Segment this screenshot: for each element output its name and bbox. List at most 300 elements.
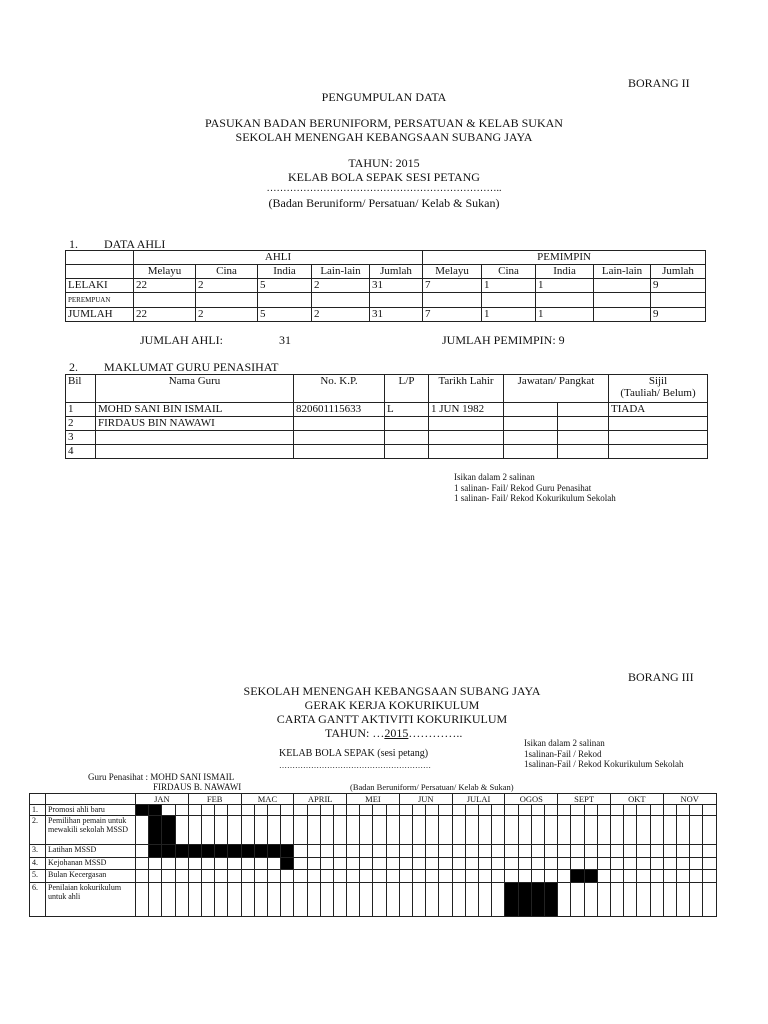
gantt-cell [241,858,254,870]
gantt-cell [676,816,689,845]
gantt-cell [307,816,320,845]
gantt-cell [518,858,531,870]
table-cell [294,445,385,459]
gantt-cell [531,858,544,870]
gantt-bar [149,816,162,845]
gantt-row [30,883,717,917]
gantt-cell [267,858,280,870]
gantt-row [30,816,717,845]
gantt-cell [531,845,544,858]
table-cell [429,417,504,431]
gantt-cell [228,816,241,845]
gantt-cell [386,858,399,870]
gantt-cell [558,883,571,917]
gantt-cell [637,816,650,845]
gantt-bar [281,845,294,858]
gantt-bar [162,845,175,858]
year-value: 2015 [384,726,409,740]
gantt-cell [544,816,557,845]
table-cell: 22 [134,308,196,322]
gantt-cell [690,883,703,917]
gantt-cell [492,870,505,883]
gantt-cell [479,816,492,845]
gantt-cell [399,870,412,883]
page2-club-hint: (Badan Beruniform/ Persatuan/ Kelab & Sukan) [350,782,514,792]
gantt-cell [307,883,320,917]
gantt-cell [149,858,162,870]
gantt-cell [426,870,439,883]
gantt-cell [465,805,478,816]
gantt-cell [201,870,214,883]
table-cell [258,293,312,308]
gantt-cell [558,858,571,870]
gantt-cell [571,816,584,845]
table-cell: 1 [482,308,536,322]
header-sijil [609,375,708,403]
section1-number: 1. [69,237,78,251]
gantt-cell [597,816,610,845]
gantt-cell [426,845,439,858]
note-line: Isikan dalam 2 salinan [524,738,605,748]
gantt-cell [492,805,505,816]
jumlah-pemimpin: JUMLAH PEMIMPIN: 9 [442,333,565,347]
note-line: 1salinan-Fail / Rekod Kokurikulum Sekolah [524,759,684,769]
table-cell: 2 [196,279,258,293]
table-cell: 5 [258,308,312,322]
gantt-cell [426,858,439,870]
gantt-row [30,870,717,883]
table-cell: 2 [196,308,258,322]
gantt-cell [162,805,175,816]
gantt-cell [347,870,360,883]
gantt-cell [228,870,241,883]
gantt-cell [703,816,716,845]
table-cell: 31 [370,279,423,293]
gantt-cell [610,816,623,845]
gantt-cell [465,870,478,883]
gantt-cell [492,845,505,858]
gantt-cell [215,816,228,845]
gantt-month-row [30,794,717,805]
table-cell: MOHD SANI BIN ISMAIL [96,403,294,417]
gantt-cell [465,858,478,870]
gantt-cell [610,805,623,816]
gantt-cell [610,883,623,917]
gantt-bar [136,805,149,816]
gantt-cell [215,805,228,816]
gantt-cell [215,870,228,883]
blank-cell [66,265,134,279]
jumlah-ahli-label: JUMLAH AHLI: [140,333,223,347]
gantt-bar [149,845,162,858]
gantt-row [30,845,717,858]
gantt-cell [637,870,650,883]
gantt-cell [505,845,518,858]
table-cell: 2 [66,417,96,431]
col-header: Cina [196,265,258,279]
gantt-cell [201,816,214,845]
gantt-cell [241,883,254,917]
activity-number: 4. [30,858,46,870]
gantt-cell [136,870,149,883]
table-cell [312,293,370,308]
guru-penasihat-2: FIRDAUS B. NAWAWI [153,782,242,792]
table-cell: 3 [66,431,96,445]
gantt-cell [307,858,320,870]
page2-dots: ………………………………………………… [279,761,431,770]
gantt-cell [241,805,254,816]
gantt-cell [188,816,201,845]
gantt-cell [333,858,346,870]
table-cell [96,445,294,459]
gantt-cell [703,845,716,858]
header-lp: L/P [385,375,429,403]
month-header: MEI [347,794,400,805]
gantt-cell [399,858,412,870]
gantt-cell [267,816,280,845]
gantt-cell [201,805,214,816]
col-header: India [536,265,594,279]
page2-title3: CARTA GANTT AKTIVITI KOKURIKULUM [276,712,508,726]
gantt-cell [333,883,346,917]
gantt-cell [162,858,175,870]
gantt-cell [307,845,320,858]
table-row [66,431,708,445]
table-cell: 1 [536,308,594,322]
gantt-cell [267,883,280,917]
gantt-cell [703,870,716,883]
gantt-cell [267,805,280,816]
gantt-cell [703,883,716,917]
gantt-cell [360,845,373,858]
gantt-cell [439,805,452,816]
gantt-bar [505,883,518,917]
gantt-cell [307,805,320,816]
header-bil: Bil [66,375,96,403]
gantt-cell [518,845,531,858]
gantt-cell [136,858,149,870]
gantt-cell [452,805,465,816]
gantt-cell [637,805,650,816]
gantt-cell [452,845,465,858]
section2-number: 2. [69,360,78,374]
table-cell [423,293,482,308]
table-cell [594,308,651,322]
gantt-cell [676,805,689,816]
gantt-cell [215,858,228,870]
table-cell: 1 [482,279,536,293]
gantt-cell [228,805,241,816]
gantt-cell [452,858,465,870]
table-cell: 7 [423,279,482,293]
page1-club-hint: (Badan Beruniform/ Persatuan/ Kelab & Sukan) [268,196,500,210]
table-cell: 2 [312,308,370,322]
table-cell: 31 [370,308,423,322]
gantt-cell [544,845,557,858]
gantt-bar [571,870,584,883]
gantt-cell [663,845,676,858]
gantt-cell [558,805,571,816]
gantt-cell [663,870,676,883]
page1-year: TAHUN: 2015 [348,156,420,170]
col-header: Lain-lain [594,265,651,279]
gantt-cell [558,870,571,883]
gantt-cell [294,845,307,858]
gantt-cell [531,816,544,845]
page1-club: KELAB BOLA SEPAK SESI PETANG [288,170,480,184]
gantt-cell [413,883,426,917]
table-cell [385,431,429,445]
table-cell [609,431,708,445]
sijil-label: Sijil [648,375,668,387]
table-cell [536,293,594,308]
table-cell: 1 [66,403,96,417]
gantt-cell [228,883,241,917]
gantt-cell [505,870,518,883]
gantt-cell [703,858,716,870]
gantt-cell [175,805,188,816]
gantt-cell [373,883,386,917]
gantt-cell [531,805,544,816]
activity-name: Latihan MSSD [46,845,136,858]
guru-penasihat-1: Guru Penasihat : MOHD SANI ISMAIL [88,772,235,782]
month-header: JUN [399,794,452,805]
table-cell [294,431,385,445]
gantt-cell [584,858,597,870]
activity-name: Bulan Kecergasan [46,870,136,883]
gantt-cell [347,816,360,845]
gantt-cell [624,845,637,858]
year-suffix: ………….. [408,726,463,740]
gantt-cell [307,870,320,883]
table-cell: 9 [651,308,706,322]
gantt-cell [215,883,228,917]
gantt-corner-no [30,794,46,805]
gantt-cell [386,805,399,816]
gantt-cell [610,845,623,858]
gantt-cell [228,858,241,870]
header-nama: Nama Guru [96,375,294,403]
gantt-bar [531,883,544,917]
gantt-bar [188,845,201,858]
gantt-cell [624,870,637,883]
gantt-cell [347,883,360,917]
gantt-cell [320,858,333,870]
gantt-cell [188,858,201,870]
col-header: Jumlah [651,265,706,279]
gantt-bar [584,870,597,883]
section2-title: MAKLUMAT GURU PENASIHAT [104,360,279,374]
gantt-row [30,805,717,816]
gantt-cell [492,858,505,870]
gantt-cell [663,816,676,845]
table-cell [385,417,429,431]
table-cell [558,431,609,445]
gantt-cell [254,816,267,845]
col-header: India [258,265,312,279]
gantt-cell [650,816,663,845]
table-cell: 1 [536,279,594,293]
gantt-cell [676,858,689,870]
gantt-cell [136,816,149,845]
gantt-cell [399,845,412,858]
gantt-cell [413,805,426,816]
table-cell [385,445,429,459]
gantt-cell [426,883,439,917]
activity-name: Promosi ahli baru [46,805,136,816]
table-cell: 4 [66,445,96,459]
table-row [66,293,706,308]
gantt-cell [492,883,505,917]
page2-year [325,726,462,740]
activity-number: 6. [30,883,46,917]
gantt-cell [426,816,439,845]
gantt-cell [294,816,307,845]
section1-title: DATA AHLI [104,237,166,251]
gantt-cell [413,858,426,870]
year-prefix: TAHUN: … [325,726,385,740]
gantt-cell [360,816,373,845]
gantt-bar [281,858,294,870]
table-cell [294,417,385,431]
gantt-cell [294,805,307,816]
gantt-cell [479,883,492,917]
gantt-cell [610,858,623,870]
gantt-cell [254,858,267,870]
gantt-cell [320,805,333,816]
month-header: JULAI [452,794,505,805]
table-cell [594,293,651,308]
gantt-cell [413,816,426,845]
table-cell [558,417,609,431]
gantt-cell [505,816,518,845]
gantt-cell [624,883,637,917]
gantt-cell [571,845,584,858]
gantt-cell [162,883,175,917]
gantt-cell [492,816,505,845]
gantt-cell [505,858,518,870]
gantt-row [30,858,717,870]
gantt-cell [347,805,360,816]
page1-subtitle1: PASUKAN BADAN BERUNIFORM, PERSATUAN & KELAB SUKAN [205,116,563,130]
gantt-cell [360,870,373,883]
gantt-cell [439,870,452,883]
gantt-cell [439,816,452,845]
month-header: MAC [241,794,294,805]
table-cell: 2 [312,279,370,293]
gantt-cell [426,805,439,816]
gantt-cell [584,883,597,917]
activity-name: Kejohanan MSSD [46,858,136,870]
table-cell: L [385,403,429,417]
header-tarikh: Tarikh Lahir [429,375,504,403]
col-header: Jumlah [370,265,423,279]
gantt-cell [584,845,597,858]
gantt-cell [676,883,689,917]
month-header: FEB [188,794,241,805]
gantt-cell [294,858,307,870]
gantt-cell [544,870,557,883]
gantt-cell [690,805,703,816]
row-label: LELAKI [66,279,134,293]
gantt-cell [584,805,597,816]
gantt-cell [597,845,610,858]
gantt-cell [518,805,531,816]
gantt-cell [544,858,557,870]
table-cell: 1 JUN 1982 [429,403,504,417]
row-label: PEREMPUAN [66,293,134,308]
activity-number: 3. [30,845,46,858]
gantt-cell [294,883,307,917]
gantt-cell [320,845,333,858]
table-cell [370,293,423,308]
gantt-cell [571,858,584,870]
gantt-cell [610,870,623,883]
gantt-cell [241,816,254,845]
gantt-cell [254,870,267,883]
gantt-cell [373,845,386,858]
month-header: SEPT [558,794,611,805]
gantt-cell [175,883,188,917]
gantt-bar [175,845,188,858]
gantt-cell [558,816,571,845]
table-row [66,417,708,431]
table-row [66,445,708,459]
note-line: 1 salinan- Fail/ Rekod Kokurikulum Sekolah [454,493,616,503]
month-header: JAN [136,794,189,805]
gantt-cell [136,845,149,858]
gantt-cell [386,816,399,845]
gantt-cell [624,805,637,816]
row-label: JUMLAH [66,308,134,322]
gantt-cell [690,858,703,870]
table-cell [558,403,609,417]
gantt-cell [558,845,571,858]
gantt-cell [281,816,294,845]
gantt-cell [703,805,716,816]
gantt-bar [215,845,228,858]
table-cell [504,417,558,431]
gantt-cell [386,883,399,917]
gantt-cell [136,883,149,917]
table-cell [429,431,504,445]
gantt-cell [149,883,162,917]
gantt-cell [690,816,703,845]
gantt-cell [320,816,333,845]
table-cell [594,279,651,293]
table-cell: 7 [423,308,482,322]
gantt-cell [676,845,689,858]
page1-subtitle2: SEKOLAH MENENGAH KEBANGSAAN SUBANG JAYA [235,130,533,144]
data-ahli-table [65,250,706,322]
gantt-cell [663,883,676,917]
gantt-cell [690,845,703,858]
gantt-cell [175,858,188,870]
activity-name: Pemilihan pemain untuk mewakili sekolah MSSD [46,816,136,845]
gantt-cell [544,805,557,816]
gantt-cell [294,870,307,883]
col-header: Melayu [423,265,482,279]
table-row [66,308,706,322]
gantt-cell [333,845,346,858]
gantt-cell [505,805,518,816]
gantt-cell [571,883,584,917]
gantt-cell [479,805,492,816]
page2-title2: GERAK KERJA KOKURIKULUM [304,698,480,712]
gantt-cell [347,845,360,858]
gantt-cell [399,883,412,917]
month-header: APRIL [294,794,347,805]
